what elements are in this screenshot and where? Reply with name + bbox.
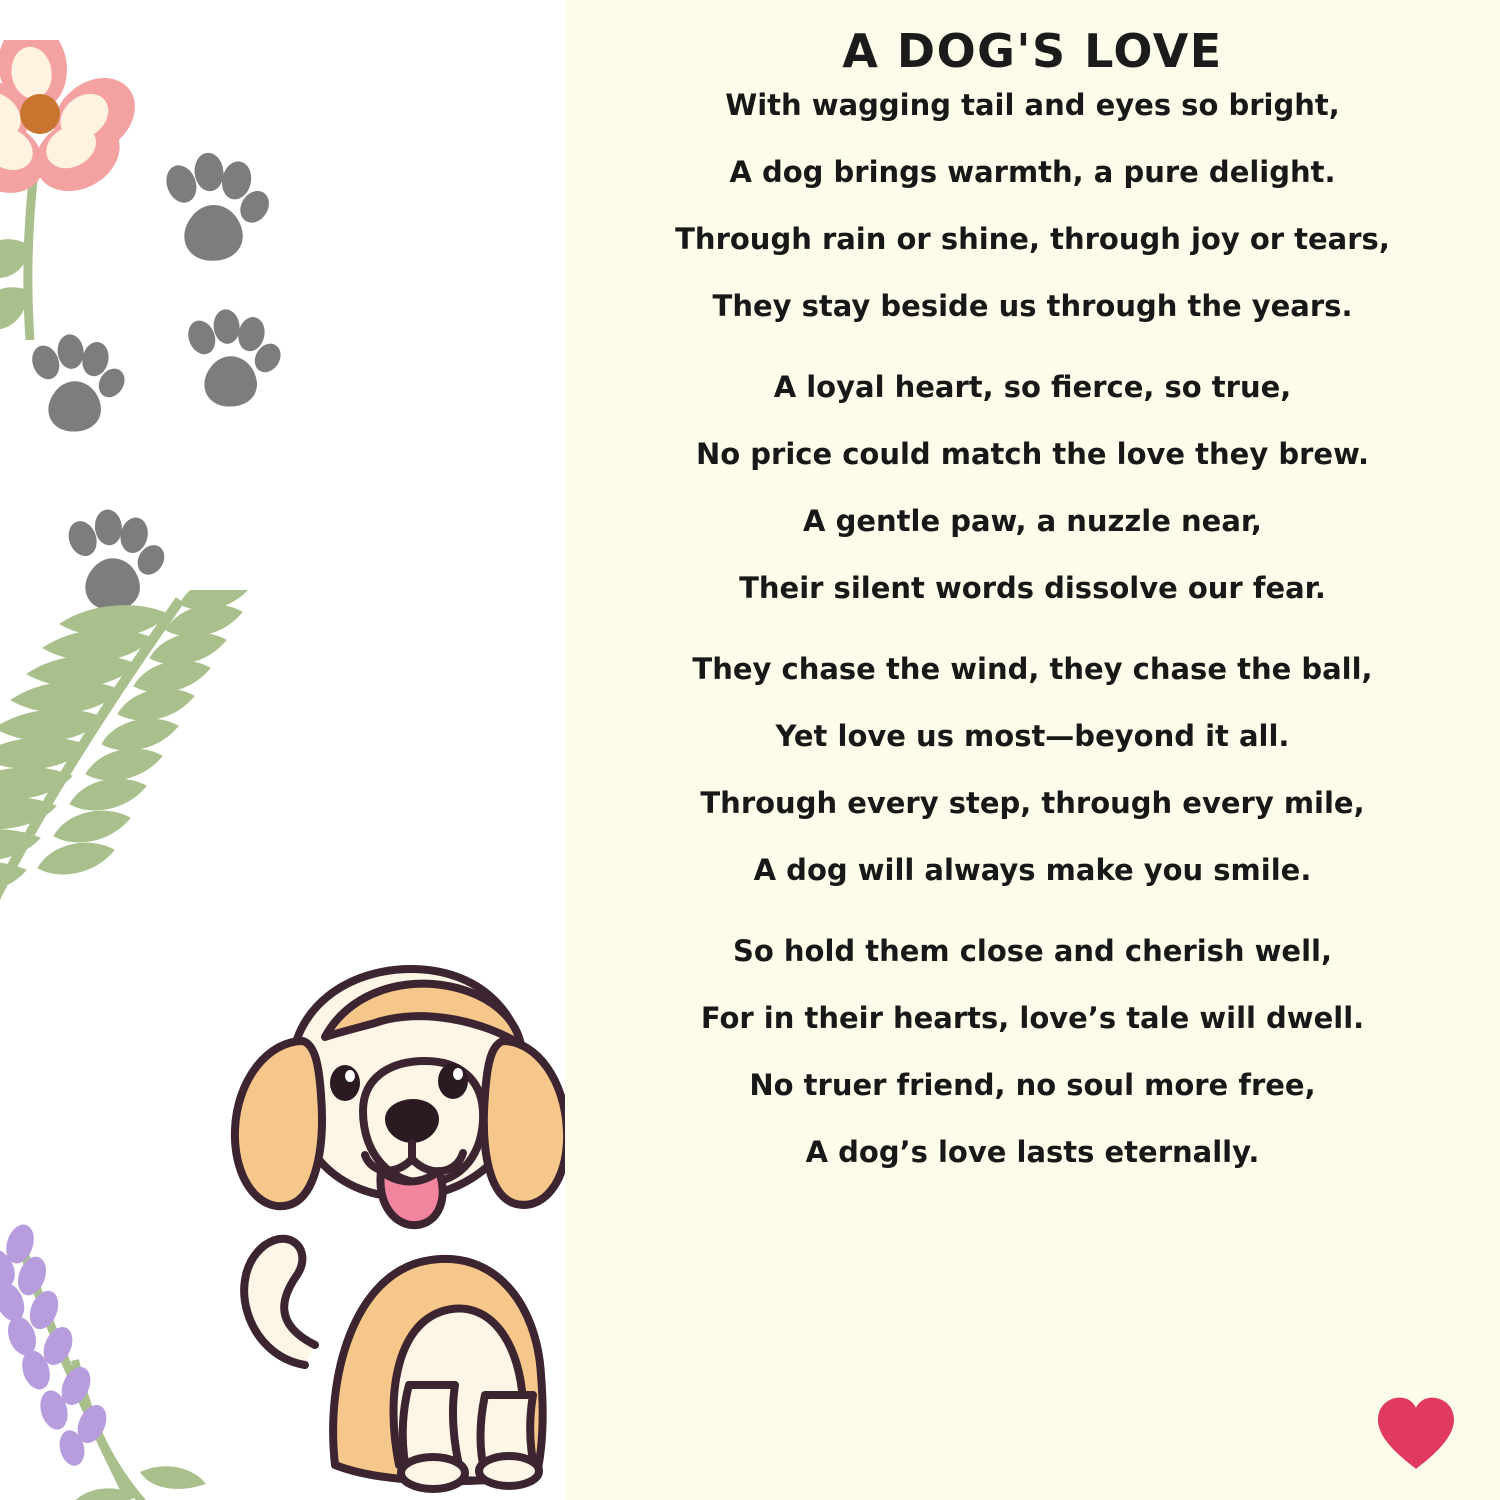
poem-line: A dog will always make you smile. bbox=[753, 852, 1312, 887]
poem-line: They stay beside us through the years. bbox=[712, 288, 1353, 323]
heart-icon bbox=[1376, 1396, 1456, 1472]
stanza-2 bbox=[605, 369, 1460, 605]
stanza-3 bbox=[605, 651, 1460, 887]
poem-line: They chase the wind, they chase the ball, bbox=[692, 651, 1373, 686]
poem-line: So hold them close and cherish well, bbox=[732, 933, 1333, 968]
paw-print-medium-icon bbox=[178, 305, 286, 413]
paw-print-small-icon bbox=[22, 330, 130, 438]
page-title: A DOG'S LOVE bbox=[842, 24, 1223, 78]
poem-line: Through every step, through every mile, bbox=[700, 785, 1365, 820]
poem-line: Through rain or shine, through joy or tears, bbox=[675, 221, 1390, 256]
poem-line: A dog brings warmth, a pure delight. bbox=[729, 154, 1336, 189]
poem-line: A loyal heart, so fierce, so true, bbox=[773, 369, 1292, 404]
fern-leaf-icon bbox=[0, 590, 270, 970]
decoration-panel bbox=[0, 0, 565, 1500]
poem-line: For in their hearts, love’s tale will dwell. bbox=[700, 1000, 1365, 1035]
poem-line: With wagging tail and eyes so bright, bbox=[725, 87, 1340, 122]
poem-content bbox=[565, 0, 1500, 1500]
poem-line: Their silent words dissolve our fear. bbox=[739, 570, 1326, 605]
stanza-4 bbox=[605, 933, 1460, 1169]
poem-line: Yet love us most—beyond it all. bbox=[775, 718, 1290, 753]
poem-line: A gentle paw, a nuzzle near, bbox=[803, 503, 1262, 538]
poem-line: A dog’s love lasts eternally. bbox=[805, 1134, 1260, 1169]
paw-print-large-icon bbox=[155, 148, 275, 268]
stanza-1 bbox=[605, 87, 1460, 323]
puppy-illustration bbox=[185, 945, 565, 1500]
poem-line: No truer friend, no soul more free, bbox=[749, 1067, 1316, 1102]
poem-line: No price could match the love they brew. bbox=[695, 436, 1370, 471]
